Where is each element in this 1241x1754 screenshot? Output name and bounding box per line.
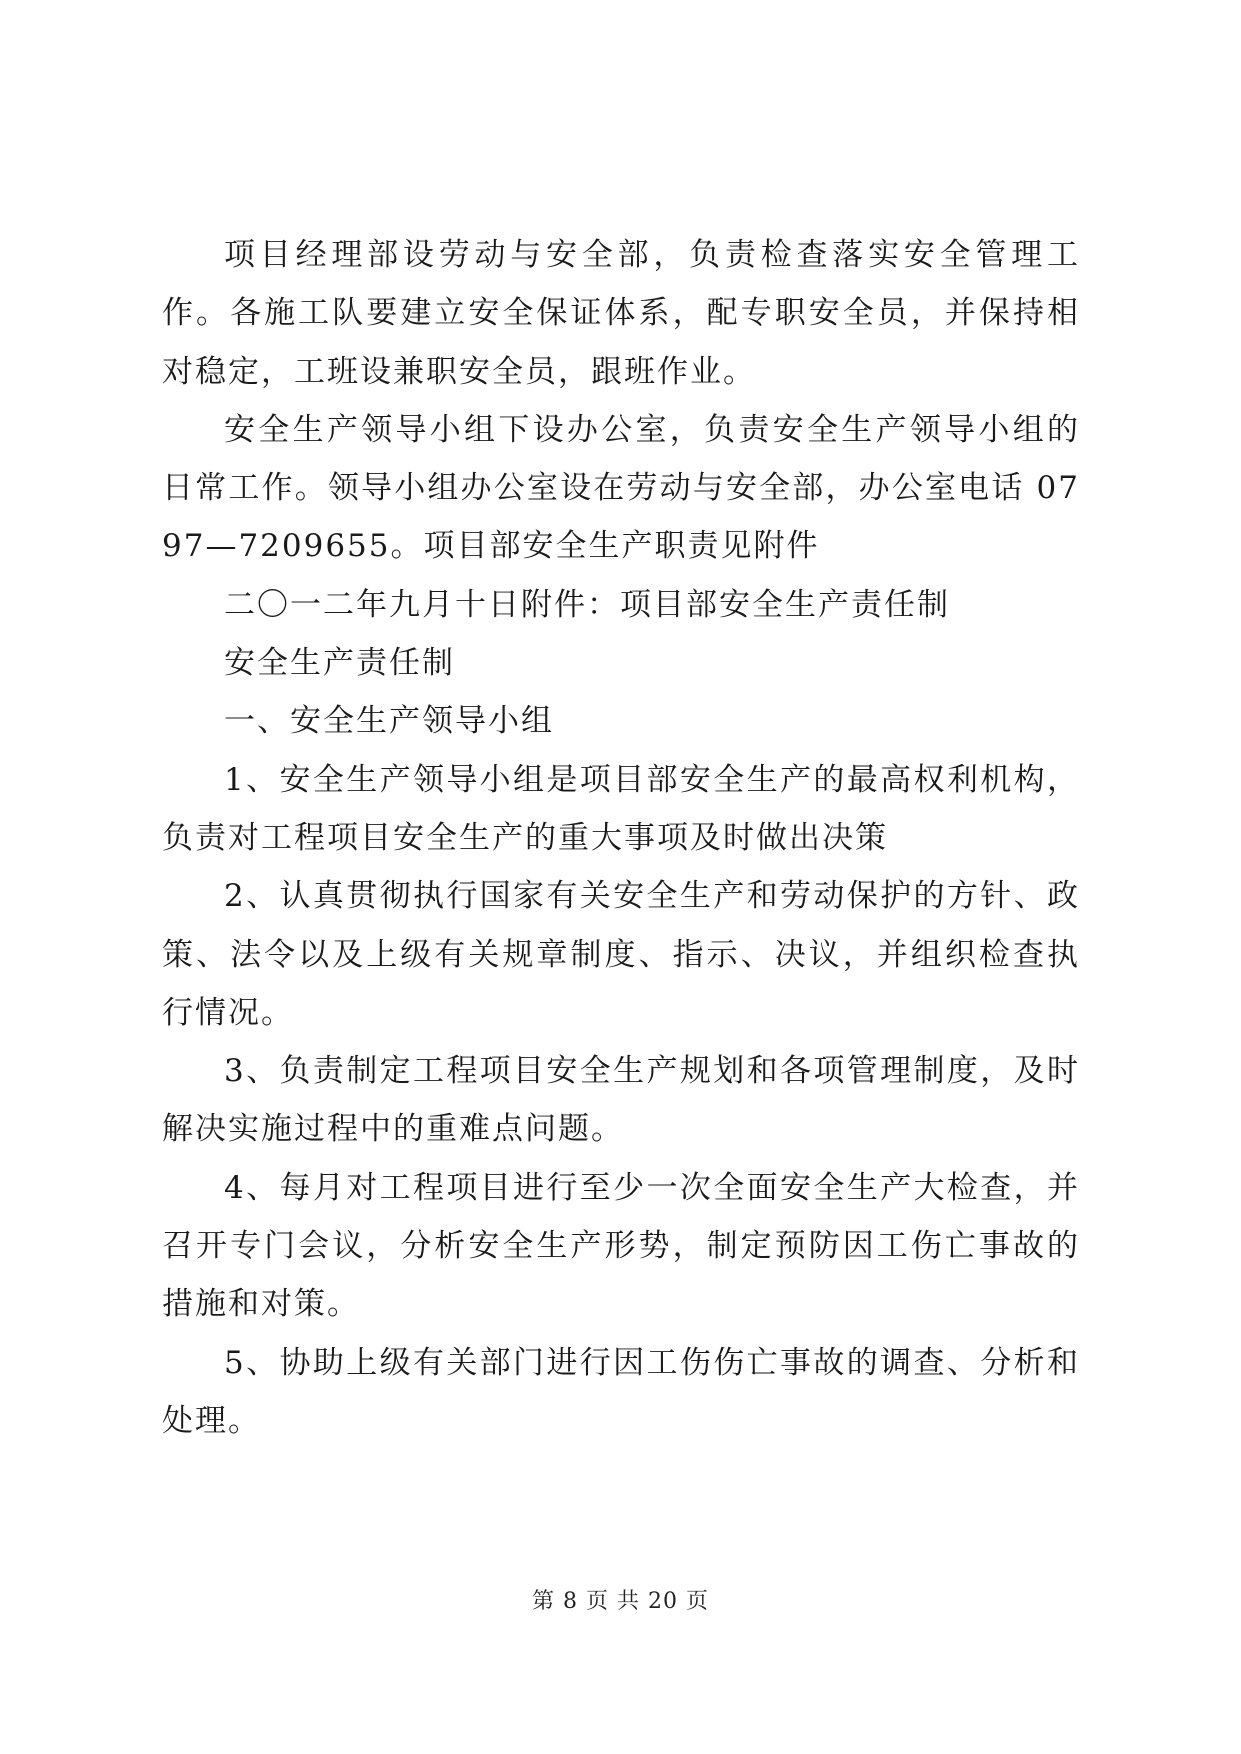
paragraph-heading-responsibility: 安全生产责任制 — [224, 645, 455, 682]
paragraph-item-5: 5、协助上级有关部门进行因工伤伤亡事故的调查、分析和处理。 — [162, 1344, 1080, 1439]
paragraph-safety-department: 项目经理部设劳动与安全部，负责检查落实安全管理工作。各施工队要建立安全保证体系，配专职安全员，并保持相对稳定，工班设兼职安全员，跟班作业。 — [162, 237, 1080, 390]
paragraph-item-4: 4、每月对工程项目进行至少一次全面安全生产大检查，并召开专门会议，分析安全生产形势，制定预防因工伤亡事故的措施和对策。 — [162, 1169, 1080, 1323]
paragraph-section-one: 一、安全生产领导小组 — [224, 703, 554, 740]
paragraph-office: 安全生产领导小组下设办公室，负责安全生产领导小组的日常工作。领导小组办公室设在劳动与安全部，办公室电话 0797—7209655。项目部安全生产职责见附件 — [162, 411, 1080, 565]
paragraph-item-3: 3、负责制定工程项目安全生产规划和各项管理制度，及时解决实施过程中的重难点问题。 — [162, 1053, 1080, 1148]
page-number: 第 8 页 共 20 页 — [532, 1589, 709, 1614]
document-body — [162, 226, 1080, 1450]
page-footer — [0, 1584, 1241, 1615]
paragraph-item-2: 2、认真贯彻执行国家有关安全生产和劳动保护的方针、政策、法令以及上级有关规章制度、指示、决议，并组织检查执行情况。 — [162, 878, 1080, 1031]
paragraph-date-attachment: 二〇一二年九月十日附件：项目部安全生产责任制 — [224, 586, 950, 623]
paragraph-item-1: 1、安全生产领导小组是项目部安全生产的最高权利机构，负责对工程项目安全生产的重大事项及时做出决策 — [162, 761, 1080, 856]
